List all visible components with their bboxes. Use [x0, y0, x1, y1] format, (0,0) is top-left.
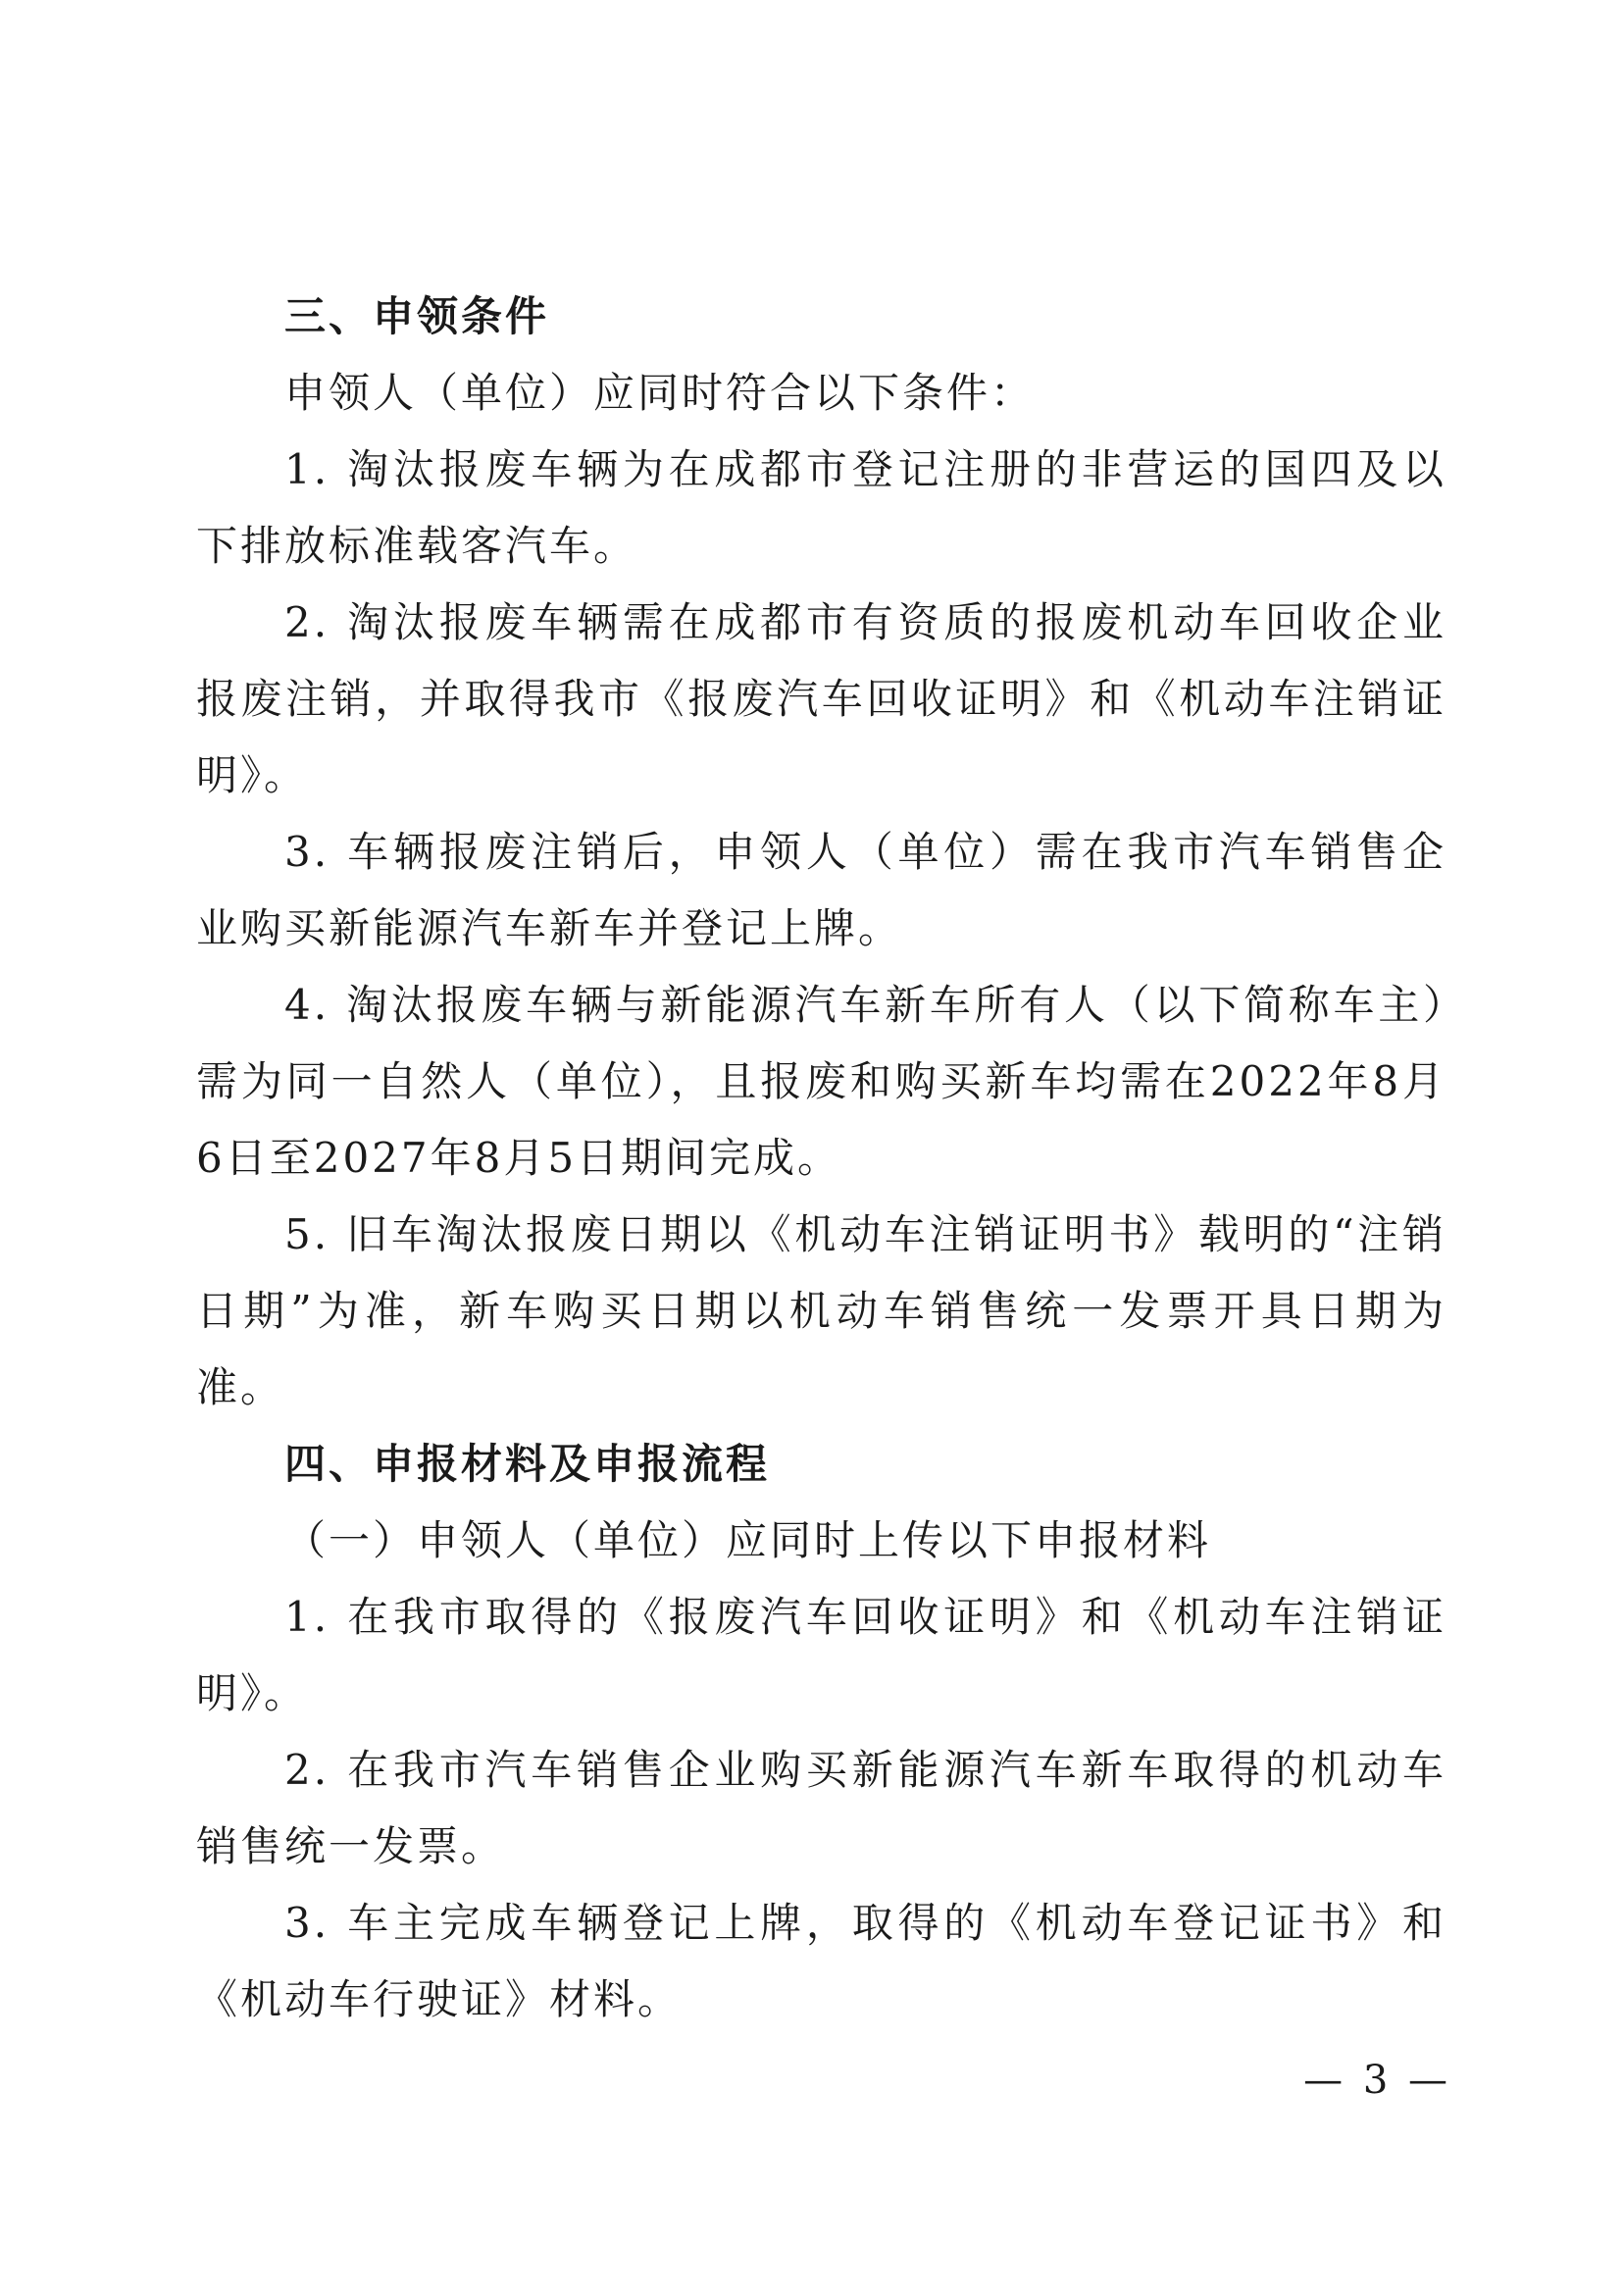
- condition-1: 1. 淘汰报废车辆为在成都市登记注册的非营运的国四及以下排放标准载客汽车。: [196, 445, 1446, 570]
- condition-2: 2. 淘汰报废车辆需在成都市有资质的报废机动车回收企业报废注销，并取得我市《报废汽车回收证明》和《机动车注销证明》。: [196, 598, 1446, 799]
- section-4-heading: 四、申报材料及申报流程: [284, 1440, 771, 1488]
- condition-3: 3. 车辆报废注销后，申领人（单位）需在我市汽车销售企业购买新能源汽车新车并登记上牌。: [196, 828, 1446, 952]
- section-3-intro: 申领人（单位）应同时符合以下条件：: [284, 369, 1036, 417]
- page-number: — 3 —: [1303, 2058, 1451, 2103]
- material-1: 1. 在我市取得的《报废汽车回收证明》和《机动车注销证明》。: [196, 1593, 1446, 1717]
- material-2: 2. 在我市汽车销售企业购买新能源汽车新车取得的机动车销售统一发票。: [196, 1746, 1446, 1870]
- page-body: [196, 279, 1446, 2038]
- condition-4: 4. 淘汰报废车辆与新能源汽车新车所有人（以下简称车主）需为同一自然人（单位），且报废和购买新车均需在2022年8月6日至2027年8月5日期间完成。: [196, 981, 1446, 1182]
- material-3: 3. 车主完成车辆登记上牌，取得的《机动车登记证书》和《机动车行驶证》材料。: [196, 1899, 1446, 2023]
- condition-5: 5. 旧车淘汰报废日期以《机动车注销证明书》载明的“注销日期”为准，新车购买日期以机动车销售统一发票开具日期为准。: [196, 1210, 1446, 1411]
- section-3-heading: 三、申领条件: [284, 292, 550, 340]
- section-4-subheading: （一）申领人（单位）应同时上传以下申报材料: [284, 1516, 1212, 1564]
